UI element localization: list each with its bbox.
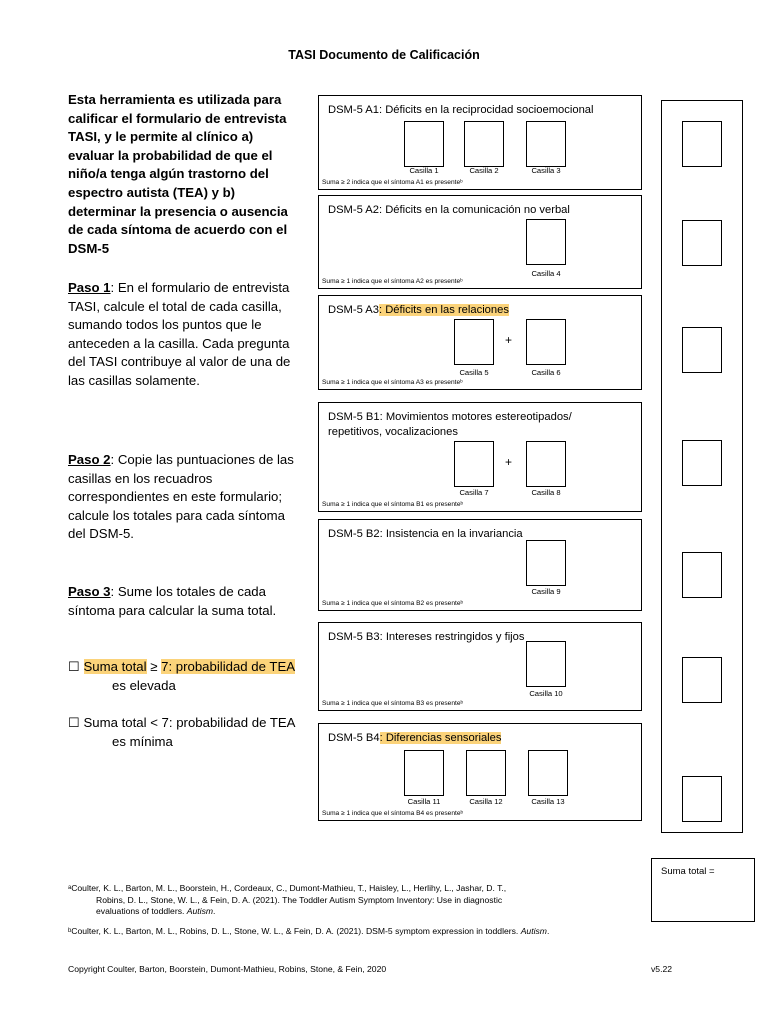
step-2 bbox=[68, 451, 300, 544]
total-a3-box[interactable] bbox=[682, 327, 722, 373]
section-b4-title bbox=[328, 731, 628, 746]
reference-b-post: . bbox=[546, 926, 550, 936]
section-a1-title: DSM-5 A1: Déficits en la reciprocidad socioemocional bbox=[328, 104, 594, 116]
section-a3-title-hl: : Déficits en las relaciones bbox=[378, 304, 509, 316]
casilla-2-label: Casilla 2 bbox=[469, 166, 499, 175]
reference-a-line3-pre: evaluations of toddlers. bbox=[96, 906, 187, 916]
option-high-hl2: 7: probabilidad de TEA bbox=[161, 659, 296, 674]
option-low-probability[interactable] bbox=[68, 714, 308, 751]
section-a3 bbox=[318, 295, 642, 390]
section-b3-title: DSM-5 B3: Intereses restringidos y fijos bbox=[328, 631, 525, 643]
section-a2 bbox=[318, 195, 642, 289]
step-3 bbox=[68, 583, 300, 620]
total-b4-box[interactable] bbox=[682, 776, 722, 822]
casilla-11-box[interactable] bbox=[404, 750, 444, 796]
sum-total-label: Suma total = bbox=[661, 866, 715, 877]
section-a3-title-pre: DSM-5 A3 bbox=[328, 304, 379, 316]
casilla-10-label: Casilla 10 bbox=[529, 689, 563, 698]
total-b2-box[interactable] bbox=[682, 552, 722, 598]
casilla-10-box[interactable] bbox=[526, 641, 566, 687]
section-a1 bbox=[318, 95, 642, 190]
section-b4-note: Suma ≥ 1 indica que el síntoma B4 es presenteᵇ bbox=[322, 810, 463, 817]
section-b2-title: DSM-5 B2: Insistencia en la invariancia bbox=[328, 528, 523, 540]
plus-sign: + bbox=[505, 455, 513, 469]
casilla-1-box[interactable] bbox=[404, 121, 444, 167]
casilla-2-box[interactable] bbox=[464, 121, 504, 167]
casilla-13-label: Casilla 13 bbox=[531, 797, 565, 806]
casilla-12-label: Casilla 12 bbox=[469, 797, 503, 806]
casilla-6-label: Casilla 6 bbox=[531, 368, 561, 377]
reference-a-line3-post: . bbox=[213, 906, 216, 916]
casilla-8-box[interactable] bbox=[526, 441, 566, 487]
total-a1-box[interactable] bbox=[682, 121, 722, 167]
total-b1-box[interactable] bbox=[682, 440, 722, 486]
reference-b-journal: Autism bbox=[520, 926, 547, 936]
casilla-5-box[interactable] bbox=[454, 319, 494, 365]
step-3-text: : Sume los totales de cada síntoma para calcular la suma total. bbox=[68, 584, 277, 618]
total-a2-box[interactable] bbox=[682, 220, 722, 266]
step-1-label: Paso 1 bbox=[68, 280, 111, 295]
option-high-probability[interactable] bbox=[68, 658, 308, 695]
section-a3-title bbox=[328, 303, 628, 318]
casilla-7-box[interactable] bbox=[454, 441, 494, 487]
intro-text: Esta herramienta es utilizada para calificar el formulario de entrevista TASI, y le permite al clínico a) evaluar la probabilidad de que el niño/a tenga algún trastorno del espectro autista (TEA) y b) determinar la presencia o ausencia de cada síntoma de acuerdo con el DSM-5 bbox=[68, 92, 288, 256]
section-b2 bbox=[318, 519, 642, 611]
casilla-1-label: Casilla 1 bbox=[409, 166, 439, 175]
reference-a-line2: Robins, D. L., Stone, W. L., & Fein, D. A. (2021). The Toddler Autism Symptom Inventory: Use in diagnostic bbox=[96, 894, 503, 905]
option-high-mid: ≥ bbox=[146, 659, 162, 674]
casilla-3-label: Casilla 3 bbox=[531, 166, 561, 175]
option-high-line2: es elevada bbox=[112, 677, 176, 693]
page-title: TASI Documento de Calificación bbox=[288, 48, 480, 62]
step-1-text: : En el formulario de entrevista TASI, calcule el total de cada casilla, sumando todos los puntos que le anteceden a la casilla. Cada pregunta del TASI contribuye al valor de una de las casillas solamente. bbox=[68, 280, 291, 388]
section-a2-note: Suma ≥ 1 indica que el síntoma A2 es presenteᵇ bbox=[322, 278, 463, 285]
option-low-line1[interactable]: ☐ Suma total < 7: probabilidad de TEA bbox=[68, 715, 296, 730]
casilla-6-box[interactable] bbox=[526, 319, 566, 365]
casilla-8-label: Casilla 8 bbox=[531, 488, 561, 497]
casilla-5-label: Casilla 5 bbox=[459, 368, 489, 377]
reference-b bbox=[68, 926, 648, 938]
copyright-text: Copyright Coulter, Barton, Boorstein, Dumont-Mathieu, Robins, Stone, & Fein, 2020 bbox=[68, 964, 387, 974]
option-low-line2: es mínima bbox=[112, 733, 173, 749]
sum-total-box[interactable] bbox=[651, 858, 755, 922]
total-b3-box[interactable] bbox=[682, 657, 722, 703]
section-a3-note: Suma ≥ 1 indica que el síntoma A3 es presenteᵇ bbox=[322, 379, 463, 386]
section-b1 bbox=[318, 402, 642, 512]
option-high-hl1: Suma total bbox=[83, 659, 147, 674]
casilla-9-label: Casilla 9 bbox=[531, 587, 561, 596]
checkbox-high[interactable]: ☐ bbox=[68, 659, 84, 674]
reference-a-journal: Autism bbox=[186, 906, 214, 916]
casilla-3-box[interactable] bbox=[526, 121, 566, 167]
casilla-4-label: Casilla 4 bbox=[531, 269, 561, 278]
casilla-7-label: Casilla 7 bbox=[459, 488, 489, 497]
section-b1-note: Suma ≥ 1 indica que el síntoma B1 es presenteᵇ bbox=[322, 501, 463, 508]
section-a1-note: Suma ≥ 2 indica que el síntoma A1 es presenteᵇ bbox=[322, 179, 463, 186]
reference-a-line1: ᵃCoulter, K. L., Barton, M. L., Boorstein, H., Cordeaux, C., Dumont-Mathieu, T., Haisley, L., Herlihy, L., Jashar, D. T., bbox=[68, 883, 507, 893]
plus-sign: + bbox=[505, 333, 513, 347]
casilla-9-box[interactable] bbox=[526, 540, 566, 586]
section-b2-note: Suma ≥ 1 indica que el síntoma B2 es presenteᵇ bbox=[322, 600, 463, 607]
section-a2-title: DSM-5 A2: Déficits en la comunicación no verbal bbox=[328, 204, 570, 216]
step-2-label: Paso 2 bbox=[68, 452, 111, 467]
step-2-text: : Copie las puntuaciones de las casillas en los recuadros correspondientes en este formulario; calcule los totales para cada síntoma del DSM-5. bbox=[68, 452, 294, 542]
casilla-12-box[interactable] bbox=[466, 750, 506, 796]
section-b4 bbox=[318, 723, 642, 821]
section-b4-title-hl: : Diferencias sensoriales bbox=[379, 732, 502, 744]
section-b1-title: DSM-5 B1: Movimientos motores estereotipados/ repetitivos, vocalizaciones bbox=[328, 411, 572, 438]
step-3-label: Paso 3 bbox=[68, 584, 111, 599]
reference-a bbox=[68, 883, 648, 918]
casilla-13-box[interactable] bbox=[528, 750, 568, 796]
casilla-4-box[interactable] bbox=[526, 219, 566, 265]
section-b3 bbox=[318, 622, 642, 711]
version-text: v5.22 bbox=[651, 964, 673, 974]
step-1 bbox=[68, 279, 300, 391]
section-b4-title-pre: DSM-5 B4 bbox=[328, 732, 380, 744]
casilla-11-label: Casilla 11 bbox=[407, 797, 441, 806]
reference-b-pre: ᵇCoulter, K. L., Barton, M. L., Robins, D. L., Stone, W. L., & Fein, D. A. (2021). DSM-5 symptom expression in toddlers. bbox=[68, 926, 521, 936]
reference-a-line3 bbox=[68, 906, 648, 918]
section-b3-note: Suma ≥ 1 indica que el síntoma B3 es presenteᵇ bbox=[322, 700, 463, 707]
